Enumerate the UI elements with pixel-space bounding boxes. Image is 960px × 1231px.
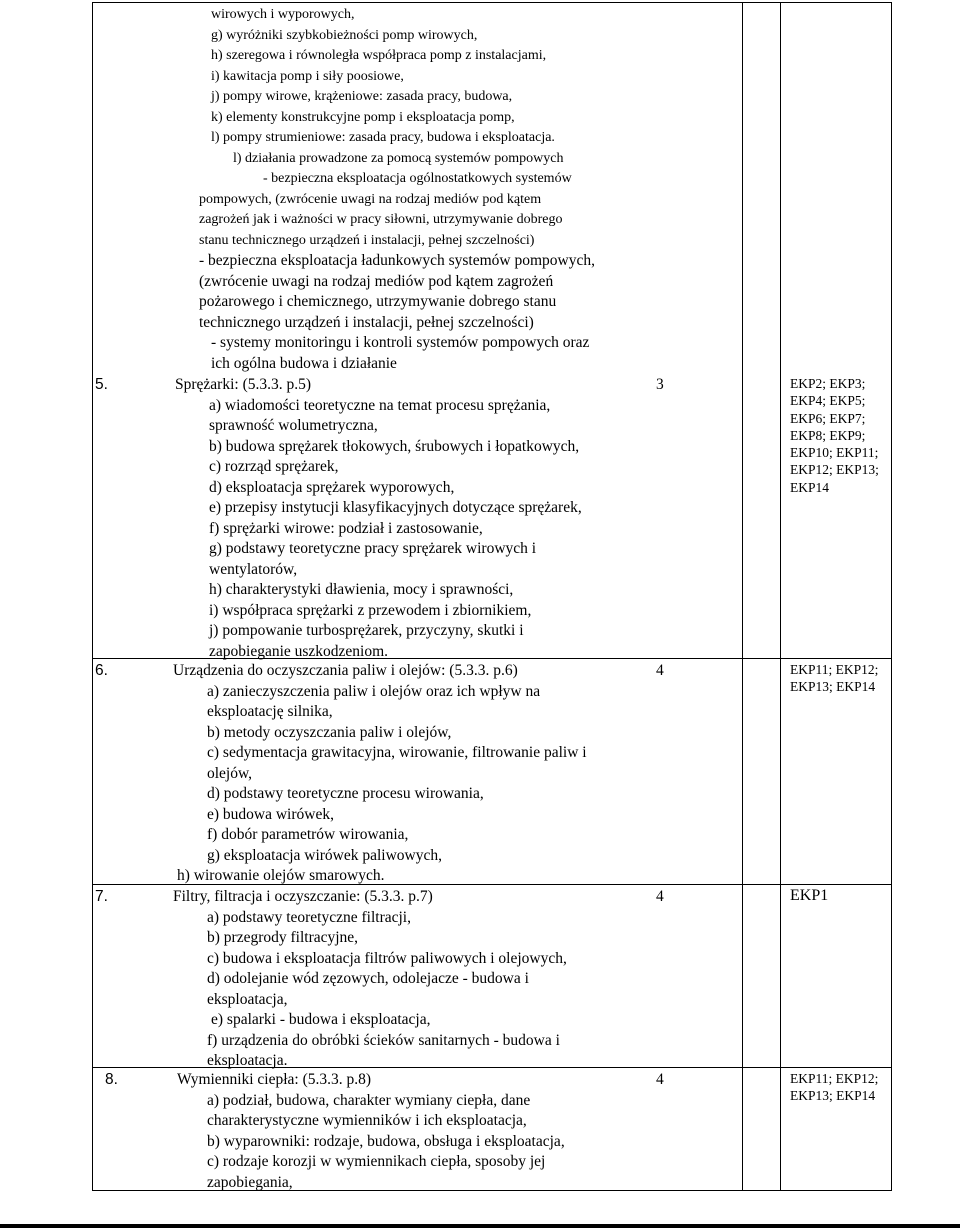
content-line: g) podstawy teoretyczne pracy sprężarek wirowych i: [209, 540, 537, 557]
content-line: stanu technicznego urządzeń i instalacji, pełnej szczelności): [199, 232, 535, 248]
content-line: c) sedymentacja grawitacyjna, wirowanie, filtrowanie paliw i: [207, 744, 587, 761]
section-ekp-list: [790, 661, 890, 696]
content-line: e) budowa wirówek,: [207, 805, 334, 823]
content-line: h) wirowanie olejów smarowych.: [177, 867, 385, 884]
ekp-code-line: EKP11; EKP12;: [790, 662, 879, 677]
content-line: pompowych, (zwrócenie uwagi na rodzaj mediów pod kątem: [199, 191, 542, 207]
section-hours: 3: [656, 376, 664, 393]
column-divider-ekp: [780, 3, 781, 1190]
section-number: 6.: [95, 662, 108, 679]
section-continuation-content: [199, 5, 681, 374]
section-hours: 4: [656, 888, 664, 905]
content-line: e) przepisy instytucji klasyfikacyjnych dotyczące sprężarek,: [209, 499, 582, 516]
ekp-code-line: EKP12; EKP13;: [790, 462, 879, 478]
content-line: h) charakterystyki dławienia, mocy i sprawności,: [209, 581, 514, 598]
content-line: eksploatację silnika,: [207, 703, 333, 720]
ekp-code-line: EKP6; EKP7;: [790, 410, 866, 426]
row-separator: [93, 884, 891, 885]
content-line: b) przegrody filtracyjne,: [207, 929, 359, 946]
row-separator: [93, 1067, 891, 1068]
content-line: l) działania prowadzone za pomocą systemów pompowych: [233, 150, 564, 166]
content-line: Urządzenia do oczyszczania paliw i olejów: (5.3.3. p.6): [173, 662, 518, 679]
ekp-code-line: EKP13; EKP14: [790, 679, 876, 695]
content-line: pożarowego i chemicznego, utrzymywanie dobrego stanu: [199, 293, 557, 310]
section-hours: 4: [656, 662, 664, 679]
section-content: [175, 375, 679, 662]
content-line: i) współpraca sprężarki z przewodem i zbiornikiem,: [209, 601, 532, 619]
content-line: Filtry, filtracja i oczyszczanie: (5.3.3. p.7): [173, 888, 433, 905]
content-line: j) pompowanie turbosprężarek, przyczyny, skutki i: [209, 622, 524, 639]
content-line: b) metody oczyszczania paliw i olejów,: [207, 723, 452, 741]
content-line: a) podstawy teoretyczne filtracji,: [207, 908, 411, 926]
content-line: f) urządzenia do obróbki ścieków sanitarnych - budowa i: [207, 1031, 560, 1049]
content-line: d) podstawy teoretyczne procesu wirowania,: [207, 785, 484, 802]
content-line: c) budowa i eksploatacja filtrów paliwowych i olejowych,: [207, 949, 567, 967]
content-line: c) rodzaje korozji w wymiennikach ciepła, sposoby jej: [207, 1153, 546, 1170]
content-line: d) odolejanie wód zęzowych, odolejacze - budowa i: [207, 970, 529, 987]
content-line: d) eksploatacja sprężarek wyporowych,: [209, 478, 455, 496]
content-line: a) wiadomości teoretyczne na temat procesu sprężania,: [209, 396, 551, 414]
content-line: j) pompy wirowe, krążeniowe: zasada pracy, budowa,: [211, 89, 513, 104]
content-line: olejów,: [207, 764, 253, 782]
content-line: technicznego urządzeń i instalacji, pełnej szczelności): [199, 313, 534, 331]
content-line: zagrożeń jak i ważności w pracy siłowni, utrzymywanie dobrego: [199, 212, 563, 227]
content-line: zapobieganie uszkodzeniom.: [209, 642, 389, 660]
row-separator: [93, 658, 891, 659]
ekp-code-line: EKP4; EKP5;: [790, 393, 866, 409]
syllabus-table: [92, 2, 892, 1191]
section-ekp-list: [790, 375, 890, 496]
ekp-code-line: EKP10; EKP11;: [790, 445, 879, 461]
content-line: Sprężarki: (5.3.3. p.5): [175, 376, 312, 393]
content-line: - bezpieczna eksploatacja ogólnostatkowych systemów: [263, 171, 572, 186]
column-divider-hours: [742, 3, 743, 1190]
content-line: Wymienniki ciepła: (5.3.3. p.8): [177, 1071, 372, 1088]
section-ekp-list: [790, 887, 890, 904]
content-line: b) wyparowniki: rodzaje, budowa, obsługa i eksploatacja,: [207, 1132, 565, 1150]
content-line: b) budowa sprężarek tłokowych, śrubowych i łopatkowych,: [209, 437, 580, 455]
content-line: c) rozrząd sprężarek,: [209, 458, 339, 475]
content-line: eksploatacja.: [207, 1052, 288, 1069]
content-line: h) szeregowa i równoległa współpraca pomp z instalacjami,: [211, 48, 547, 63]
content-line: ich ogólna budowa i działanie: [211, 354, 397, 372]
section-number: 7.: [95, 888, 108, 905]
content-line: e) spalarki - budowa i eksploatacja,: [211, 1011, 431, 1028]
content-line: g) eksploatacja wirówek paliwowych,: [207, 846, 443, 864]
content-line: zapobiegania,: [207, 1173, 293, 1191]
content-line: a) zanieczyszczenia paliw i olejów oraz ich wpływ na: [207, 682, 541, 700]
content-line: a) podział, budowa, charakter wymiany ciepła, dane: [207, 1091, 531, 1109]
page-footer-rule: [0, 1224, 960, 1228]
content-line: k) elementy konstrukcyjne pomp i eksploatacja pomp,: [211, 109, 515, 125]
content-line: f) dobór parametrów wirowania,: [207, 826, 409, 843]
ekp-code-line: EKP11; EKP12;: [790, 1071, 879, 1086]
content-line: wirowych i wyporowych,: [211, 7, 355, 22]
section-number: 5.: [95, 376, 108, 393]
content-line: - systemy monitoringu i kontroli systemów pompowych oraz: [211, 334, 590, 351]
section-ekp-list: [790, 1070, 890, 1105]
content-line: sprawność wolumetryczna,: [209, 417, 378, 434]
section-hours: 4: [656, 1071, 664, 1088]
content-line: i) kawitacja pomp i siły poosiowe,: [211, 68, 404, 84]
content-line: wentylatorów,: [209, 560, 298, 578]
content-line: eksploatacja,: [207, 990, 288, 1008]
content-line: l) pompy strumieniowe: zasada pracy, budowa i eksploatacja.: [211, 130, 555, 145]
content-line: (zwrócenie uwagi na rodzaj mediów pod kątem zagrożeń: [199, 272, 554, 290]
content-line: g) wyróżniki szybkobieżności pomp wirowych,: [211, 27, 478, 43]
section-content: [173, 661, 677, 887]
ekp-code-line: EKP14: [790, 479, 830, 495]
section-content: [173, 887, 677, 1072]
ekp-code-line: EKP8; EKP9;: [790, 427, 866, 443]
content-line: - bezpieczna eksploatacja ładunkowych systemów pompowych,: [199, 252, 595, 269]
ekp-code-line: EKP2; EKP3;: [790, 376, 866, 391]
section-number: 8.: [105, 1071, 118, 1088]
ekp-code-line: EKP13; EKP14: [790, 1088, 876, 1104]
section-content: [177, 1070, 677, 1193]
content-line: charakterystyczne wymienników i ich eksploatacja,: [207, 1112, 527, 1129]
content-line: f) sprężarki wirowe: podział i zastosowanie,: [209, 519, 483, 537]
ekp-code-line: EKP1: [790, 887, 829, 904]
